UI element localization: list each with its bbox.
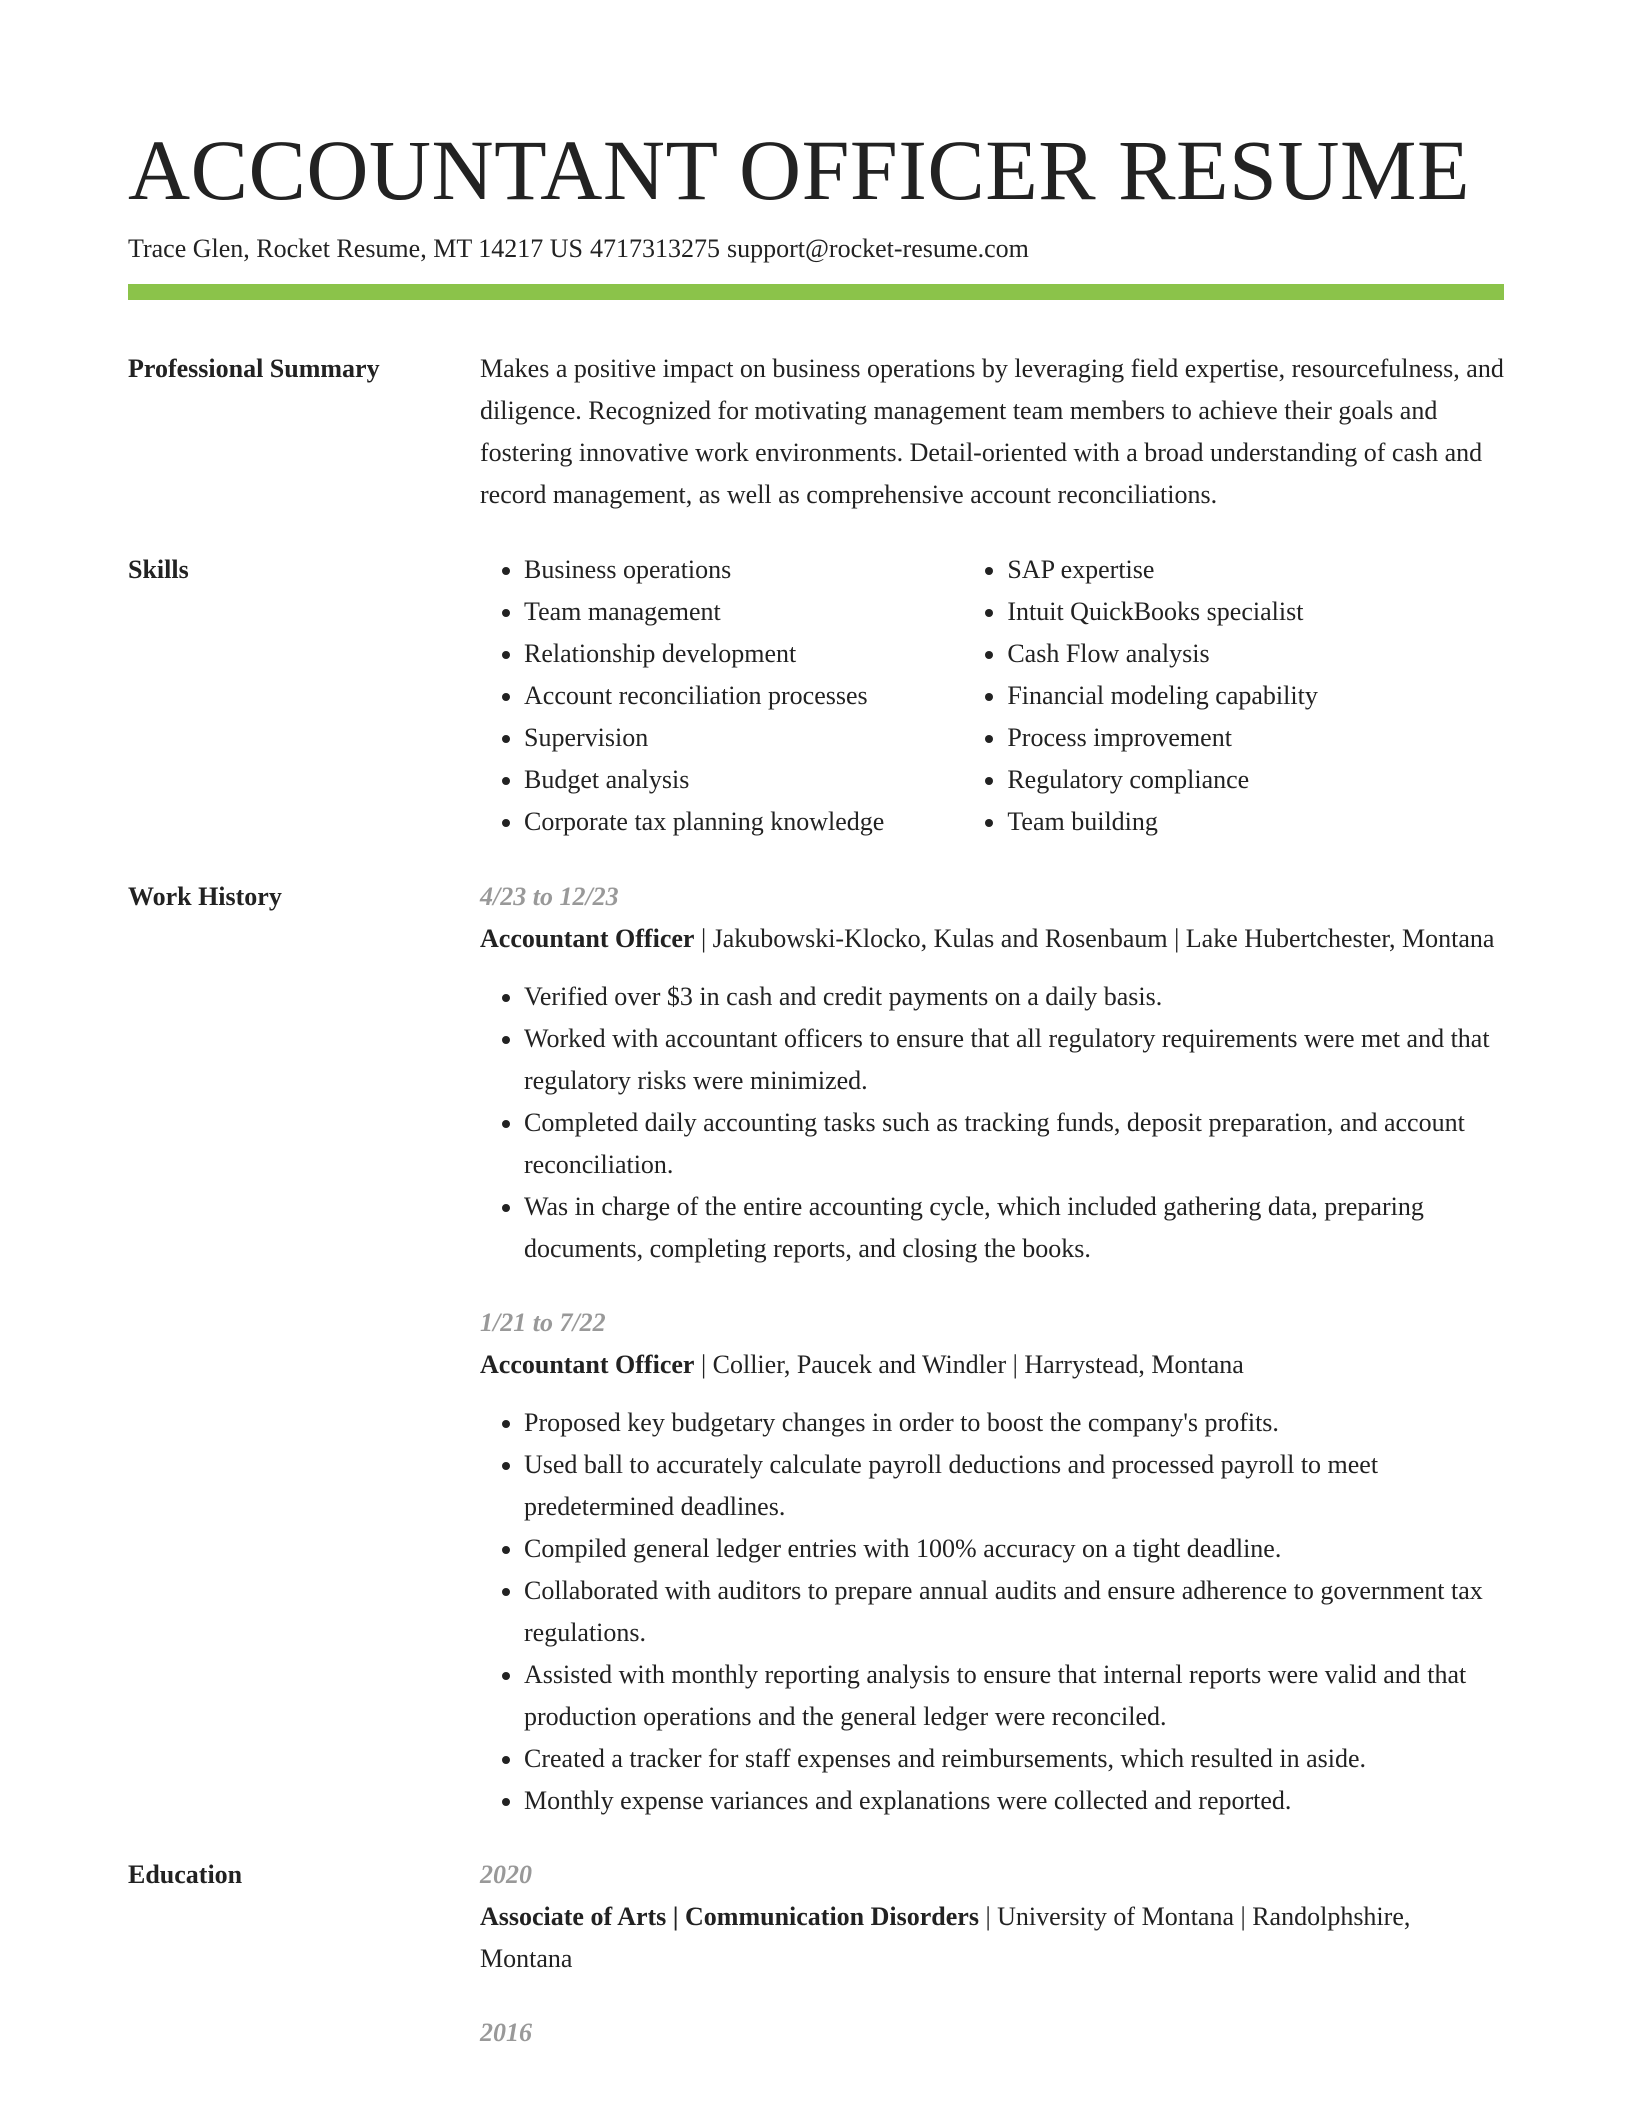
job-details: | Jakubowski-Klocko, Kulas and Rosenbaum | Lake Hubertchester, Montana	[694, 924, 1495, 953]
degree-details: | University of Montana | Randolphshire, Montana	[480, 1902, 1411, 1973]
job-details: | Collier, Paucek and Windler | Harrystead, Montana	[694, 1350, 1244, 1379]
skill-item: • Team management	[524, 591, 963, 633]
skill-item: • Account reconciliation processes	[524, 675, 963, 717]
duty-item: • Created a tracker for staff expenses and reimbursements, which resulted in aside.	[524, 1738, 1504, 1780]
education-year: 2020	[480, 1860, 532, 1889]
summary-heading: Professional Summary	[128, 354, 380, 383]
resume-title: ACCOUNTANT OFFICER RESUME	[128, 122, 1470, 218]
skills-heading: Skills	[128, 555, 189, 584]
education-year: 2016	[480, 2018, 532, 2047]
education-degree-line	[480, 1896, 1504, 1980]
skill-item: • Corporate tax planning knowledge	[524, 801, 963, 843]
skill-item: • Financial modeling capability	[1007, 675, 1504, 717]
skills-list-left	[480, 549, 963, 843]
work-history-heading: Work History	[128, 882, 282, 911]
duty-item: • Used ball to accurately calculate payroll deductions and processed payroll to meet predetermined deadlines.	[524, 1444, 1504, 1528]
skill-item: • SAP expertise	[1007, 549, 1504, 591]
duty-item: • Worked with accountant officers to ensure that all regulatory requirements were met and that regulatory risks were minimized.	[524, 1018, 1504, 1102]
summary-section	[128, 348, 1504, 516]
duty-item: • Monthly expense variances and explanations were collected and reported.	[524, 1780, 1504, 1822]
resume-page	[128, 120, 1504, 2054]
education-entry	[480, 1854, 1504, 1980]
job-dates: 1/21 to 7/22	[480, 1308, 606, 1337]
skill-item: • Relationship development	[524, 633, 963, 675]
contact-phone: 4717313275	[589, 234, 720, 263]
education-body	[480, 1854, 1504, 2054]
skill-item: • Team building	[1007, 801, 1504, 843]
contact-line	[128, 232, 1504, 266]
skill-item: • Cash Flow analysis	[1007, 633, 1504, 675]
job-role-line	[480, 918, 1504, 960]
skill-item: • Process improvement	[1007, 717, 1504, 759]
contact-address: Trace Glen, Rocket Resume, MT 14217 US	[128, 234, 583, 263]
skill-item: • Business operations	[524, 549, 963, 591]
duty-item: • Proposed key budgetary changes in order to boost the company's profits.	[524, 1402, 1504, 1444]
work-history-section	[128, 876, 1504, 1822]
skills-columns	[480, 549, 1504, 843]
degree-title: Associate of Arts | Communication Disorders	[480, 1902, 979, 1931]
job-duties	[480, 976, 1504, 1270]
work-history-body	[480, 876, 1504, 1822]
education-section	[128, 1854, 1504, 2054]
job-title: Accountant Officer	[480, 924, 695, 953]
duty-item: • Assisted with monthly reporting analysis to ensure that internal reports were valid and that production operations and the general ledger were reconciled.	[524, 1654, 1504, 1738]
job-title: Accountant Officer	[480, 1350, 695, 1379]
job-entry	[480, 1302, 1504, 1822]
education-heading: Education	[128, 1860, 243, 1889]
duty-item: • Completed daily accounting tasks such as tracking funds, deposit preparation, and account reconciliation.	[524, 1102, 1504, 1186]
contact-email: support@rocket-resume.com	[726, 234, 1029, 263]
skills-list-right	[963, 549, 1504, 843]
skill-item: • Supervision	[524, 717, 963, 759]
duty-item: • Compiled general ledger entries with 100% accuracy on a tight deadline.	[524, 1528, 1504, 1570]
job-entry	[480, 876, 1504, 1270]
job-role-line	[480, 1344, 1504, 1386]
duty-item: • Verified over $3 in cash and credit payments on a daily basis.	[524, 976, 1504, 1018]
job-duties	[480, 1402, 1504, 1822]
duty-item: • Collaborated with auditors to prepare annual audits and ensure adherence to government tax regulations.	[524, 1570, 1504, 1654]
education-entry	[480, 2012, 1504, 2054]
skills-section	[128, 549, 1504, 843]
skill-item: • Intuit QuickBooks specialist	[1007, 591, 1504, 633]
skill-item: • Regulatory compliance	[1007, 759, 1504, 801]
skill-item: • Budget analysis	[524, 759, 963, 801]
job-dates: 4/23 to 12/23	[480, 882, 619, 911]
duty-item: • Was in charge of the entire accounting cycle, which included gathering data, preparing documents, completing reports, and closing the books.	[524, 1186, 1504, 1270]
summary-text: Makes a positive impact on business operations by leveraging field expertise, resourcefulness, and diligence. Recognized for motivating management team members to achieve their goals and fostering innovative work environments. Detail-oriented with a broad understanding of cash and record management, as well as comprehensive account reconciliations.	[480, 354, 1504, 509]
accent-divider	[128, 284, 1504, 300]
